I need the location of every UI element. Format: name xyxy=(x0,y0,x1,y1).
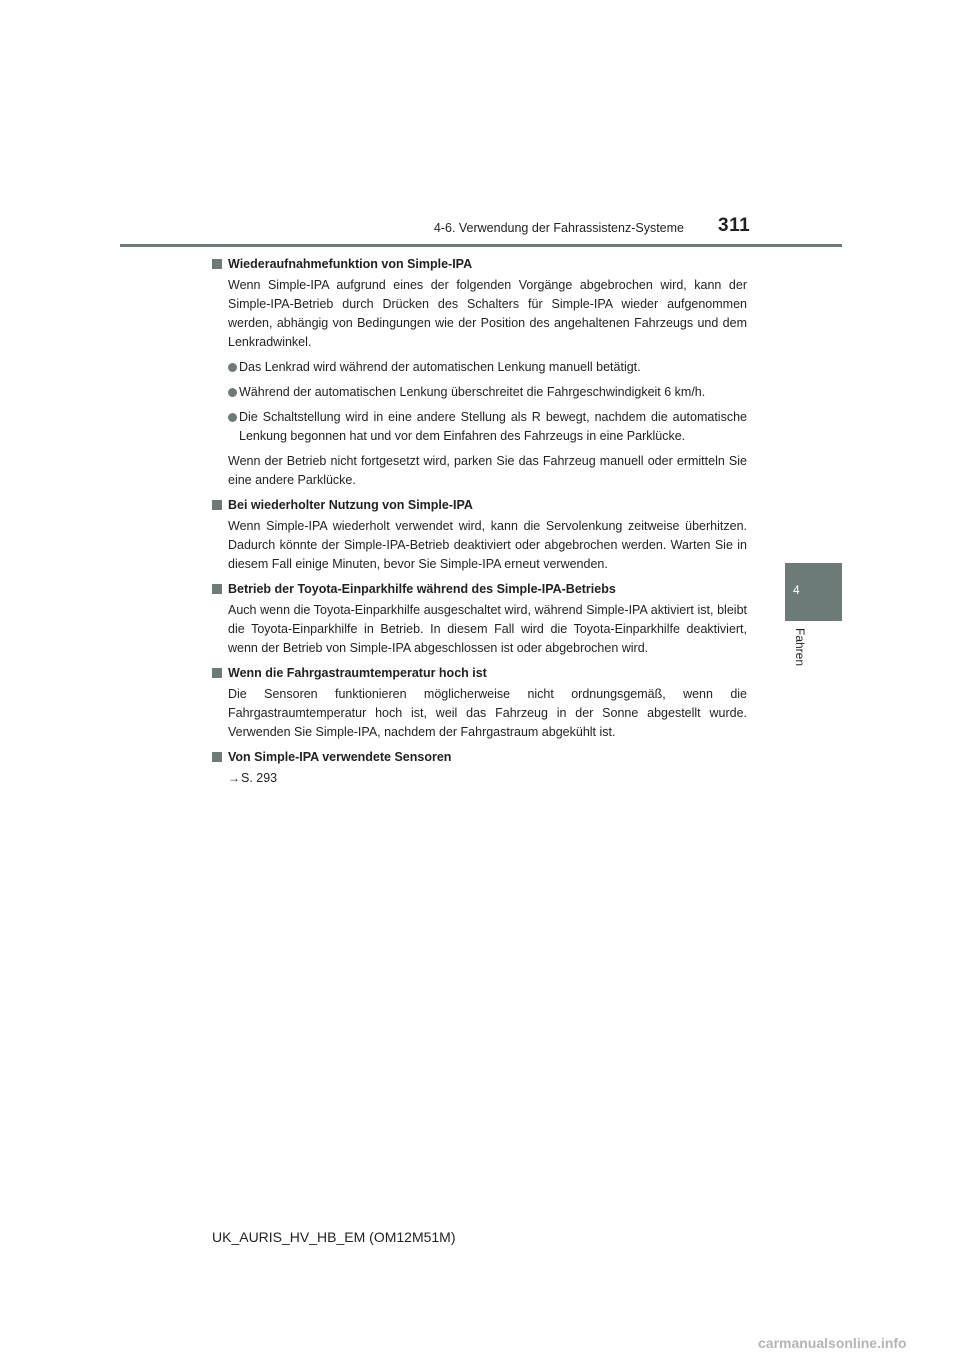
page-reference[interactable] xyxy=(228,769,747,788)
chapter-tab[interactable] xyxy=(785,563,842,621)
square-bullet-icon xyxy=(212,584,222,594)
list-item-text: Das Lenkrad wird während der automatischen Lenkung manuell betätigt. xyxy=(239,360,641,374)
circle-bullet-icon xyxy=(228,363,237,372)
heading-text: Bei wiederholter Nutzung von Simple-IPA xyxy=(228,498,473,512)
chapter-label xyxy=(794,628,808,688)
section-heading xyxy=(212,664,747,682)
heading-text: Betrieb der Toyota-Einparkhilfe während des Simple-IPA-Betriebs xyxy=(228,582,616,596)
section-heading xyxy=(212,255,747,273)
list-item-text: Die Schaltstellung wird in eine andere Stellung als R bewegt, nachdem die automatische Lenkung begonnen hat und vor dem Einfahren des Fahrzeugs in eine Parklücke. xyxy=(239,410,747,443)
paragraph: Auch wenn die Toyota-Einparkhilfe ausgeschaltet wird, während Simple-IPA aktiviert ist, bleibt die Toyota-Einparkhilfe in Betrieb. In diesem Fall wird die Toyota-Einparkhilfe deaktiviert, wenn der Betrieb von Simple-IPA abgeschlossen ist oder abgebrochen wird. xyxy=(228,603,747,655)
square-bullet-icon xyxy=(212,668,222,678)
paragraph: Die Sensoren funktionieren möglicherweise nicht ordnungsgemäß, wenn die Fahrgastraumtemperatur hoch ist, weil das Fahrzeug in der Sonne abgestellt wurde. Verwenden Sie Simple-IPA, nachdem der Fahrgastraum abgekühlt ist. xyxy=(228,687,747,739)
square-bullet-icon xyxy=(212,752,222,762)
page-number: 311 xyxy=(718,215,751,236)
list-item xyxy=(228,383,747,402)
heading-text: Von Simple-IPA verwendete Sensoren xyxy=(228,750,452,764)
page-reference-text: S. 293 xyxy=(241,771,278,785)
section-title: 4-6. Verwendung der Fahrassistenz-Systeme xyxy=(433,221,684,235)
list-item xyxy=(228,408,747,446)
document-id: UK_AURIS_HV_HB_EM (OM12M51M) xyxy=(212,1229,456,1245)
circle-bullet-icon xyxy=(228,388,237,397)
paragraph: Wenn Simple-IPA wiederholt verwendet wird, kann die Servolenkung zeitweise überhitzen. Dadurch könnte der Simple-IPA-Betrieb deaktiviert oder abgebrochen werden. Warten Sie in diesem Fall einige Minuten, bevor Sie Simple-IPA erneut verwenden. xyxy=(228,519,747,571)
list-item xyxy=(228,358,747,377)
paragraph: Wenn Simple-IPA aufgrund eines der folgenden Vorgänge abgebrochen wird, kann der Simple-IPA-Betrieb durch Drücken des Schalters für Simple-IPA wieder aufgenommen werden, abhängig von Bedingungen wie der Position des angehaltenen Fahrzeugs und dem Lenkradwinkel. xyxy=(228,278,747,349)
header-divider xyxy=(120,244,842,247)
section-heading xyxy=(212,748,747,766)
square-bullet-icon xyxy=(212,500,222,510)
square-bullet-icon xyxy=(212,259,222,269)
chapter-number: 4 xyxy=(793,583,800,597)
heading-text: Wiederaufnahmefunktion von Simple-IPA xyxy=(228,257,473,271)
heading-text: Wenn die Fahrgastraumtemperatur hoch ist xyxy=(228,666,487,680)
page-content xyxy=(212,255,747,788)
list-item-text: Während der automatischen Lenkung überschreitet die Fahrgeschwindigkeit 6 km/h. xyxy=(239,385,706,399)
watermark: carmanualsonline.info xyxy=(758,1335,907,1351)
section-heading xyxy=(212,580,747,598)
chapter-label-text: Fahren xyxy=(793,628,807,667)
circle-bullet-icon xyxy=(228,413,237,422)
section-heading xyxy=(212,496,747,514)
paragraph: Wenn der Betrieb nicht fortgesetzt wird, parken Sie das Fahrzeug manuell oder ermitteln Sie eine andere Parklücke. xyxy=(228,454,747,487)
arrow-right-icon: → xyxy=(228,771,240,785)
